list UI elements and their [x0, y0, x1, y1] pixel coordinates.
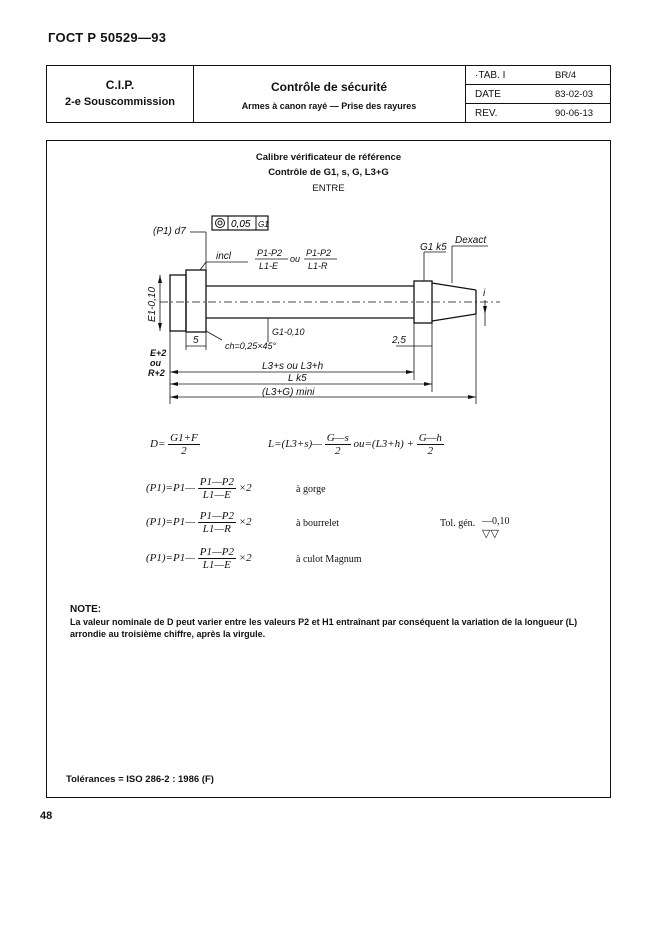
- heading-control: Contrôle de G1, s, G, L3+G: [268, 167, 389, 178]
- formula-d-num: G1+F: [170, 432, 198, 444]
- label-l3: L3+s ou L3+h: [262, 361, 324, 372]
- formula-p-culot: [146, 546, 252, 571]
- tolerances-line: Tolérances = ISO 286-2 : 1986 (F): [66, 774, 214, 785]
- date-value: 83-02-03: [555, 89, 594, 100]
- p-den: L1—E: [202, 559, 231, 571]
- formula-d-lhs: D=: [150, 438, 166, 451]
- formula-p-gorge: [146, 476, 252, 501]
- p-lhs: (P1)=P1—: [146, 552, 195, 565]
- p-lhs: (P1)=P1—: [146, 516, 195, 529]
- formula-l-num2: G—h: [418, 432, 442, 444]
- p-lhs: (P1)=P1—: [146, 482, 195, 495]
- ratio-a-den: L1-E: [259, 261, 279, 271]
- tab-label: ·TAB. I: [475, 70, 506, 81]
- p-num: P1—P2: [199, 476, 234, 488]
- label-dexact: Dexact: [455, 235, 487, 246]
- formula-d-den: 2: [181, 445, 187, 457]
- label-p1-d7: (P1) d7: [153, 226, 186, 237]
- label-g1-k5: G1 k5: [420, 242, 447, 253]
- tol-gen-label: Tol. gén.: [440, 518, 476, 529]
- label-ou2: ou: [150, 358, 161, 368]
- tab-value: BR/4: [555, 70, 577, 81]
- label-e1-010: E1-0,10: [147, 286, 158, 322]
- label-chamfer: ch=0,25×45°: [225, 341, 277, 351]
- label-g1-010: G1-0,10: [272, 327, 305, 337]
- label-e2: E+2: [150, 348, 167, 358]
- note-text: La valeur nominale de D peut varier entre les valeurs P2 et H1 entraînant par conséquent la variation de la longueur (L) arrondie au troisième chiffre, après la virgule.: [70, 617, 578, 639]
- arrowheads: [158, 275, 487, 399]
- gauge-outline: [170, 270, 476, 332]
- standard-number: ГОСТ Р 50529—93: [48, 30, 167, 45]
- doc-title: Contrôle de sécurité: [270, 80, 388, 94]
- datum-ref: G1: [258, 220, 269, 229]
- surface-finish-icon: ▽▽: [482, 528, 499, 540]
- tolerance-value: 0,05: [231, 219, 251, 230]
- label-incl: incl: [216, 251, 232, 262]
- label-culot: à culot Magnum: [296, 554, 362, 565]
- label-i: i: [483, 288, 486, 299]
- label-five: 5: [193, 335, 199, 346]
- tol-gen-value: —0,10: [482, 516, 510, 527]
- subcommission: 2-e Souscommission: [64, 96, 176, 108]
- p-den: L1—E: [202, 489, 231, 501]
- formula-p-bourrelet: [146, 510, 252, 535]
- ratio-b-den: L1-R: [308, 261, 328, 271]
- p-times: ×2: [238, 516, 252, 529]
- rev-label: REV.: [475, 108, 498, 119]
- formula-d: [150, 432, 200, 457]
- formula-l: [268, 432, 444, 457]
- heading-entre: ENTRE: [312, 183, 345, 194]
- formula-l-ou: ou=(L3+h) +: [353, 438, 414, 451]
- label-r2: R+2: [148, 368, 165, 378]
- p-num: P1—P2: [199, 546, 234, 558]
- label-gorge: à gorge: [296, 484, 326, 495]
- p-num: P1—P2: [199, 510, 234, 522]
- ratio-a-num: P1-P2: [257, 248, 283, 258]
- rev-value: 90-06-13: [555, 108, 594, 119]
- geometric-tolerance-frame: [212, 216, 269, 230]
- formula-l-den2: 2: [427, 445, 434, 457]
- label-bourrelet: à bourrelet: [296, 518, 340, 529]
- formula-l-den1: 2: [334, 445, 341, 457]
- org-name: C.I.P.: [105, 78, 135, 92]
- label-l3g: (L3+G) mini: [262, 387, 315, 398]
- label-twofive: 2,5: [392, 335, 406, 346]
- label-ou: ou: [290, 254, 301, 264]
- formula-l-num1: G—s: [326, 432, 349, 444]
- ratio-b-num: P1-P2: [306, 248, 332, 258]
- p-den: L1—R: [202, 523, 231, 535]
- date-label: DATE: [475, 89, 501, 100]
- note-label: NOTE:: [70, 604, 102, 615]
- p-times: ×2: [238, 552, 252, 565]
- doc-subtitle: Armes à canon rayé — Prise des rayures: [241, 101, 417, 111]
- concentricity-icon: [216, 219, 225, 228]
- p-times: ×2: [238, 482, 252, 495]
- label-lk5: L k5: [288, 373, 307, 384]
- page-number: 48: [40, 810, 53, 822]
- heading-gauge: Calibre vérificateur de référence: [255, 152, 402, 163]
- formula-l-lhs: L=(L3+s)—: [268, 438, 322, 451]
